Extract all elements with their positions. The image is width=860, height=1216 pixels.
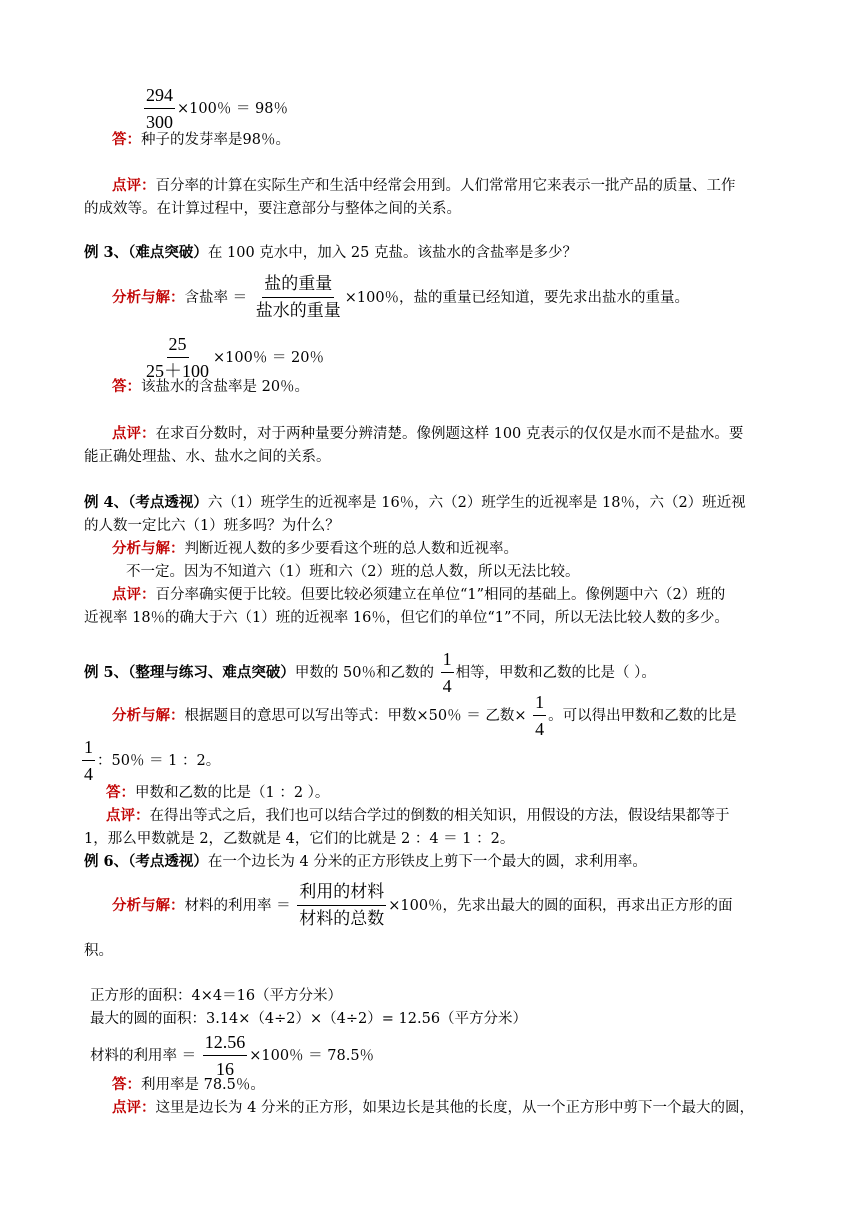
fraction-numerator: 盐的重量 (262, 272, 334, 298)
comment-label: 点评： (106, 807, 150, 824)
example-3-heading (84, 243, 577, 263)
fraction-denominator: 16 (215, 1059, 234, 1079)
example-4-label: 例 4、（考点透视） (84, 494, 208, 511)
example-4-question-cont: 的人数一定比六（1）班多吗？为什么？ (84, 518, 340, 534)
comment-text: 在得出等式之后，我们也可以结合学过的倒数的相关知识，用假设的方法，假设结果都等于 (149, 808, 730, 824)
answer-line (112, 130, 290, 150)
fraction-denominator: 300 (146, 112, 173, 132)
answer-text: 种子的发芽率是98％。 (141, 132, 290, 148)
example-6-analysis (112, 880, 733, 931)
fraction-12.56-16 (203, 1030, 248, 1081)
fraction-denominator: 4 (535, 719, 545, 739)
example-3-analysis (112, 272, 689, 323)
fraction-denominator: 4 (442, 676, 452, 696)
fraction-denominator: 25＋100 (146, 361, 209, 381)
fraction-one-quarter (82, 735, 95, 786)
utilization-calc (90, 1030, 374, 1081)
example-3-question: 在 100 克水中，加入 25 克盐。该盐水的含盐率是多少？ (207, 245, 577, 261)
fraction-denominator: 盐水的重量 (255, 301, 341, 321)
fraction-one-quarter (533, 690, 546, 741)
fraction-numerator: 1 (82, 735, 95, 761)
example-4-comment (112, 585, 725, 605)
fraction-numerator: 1 (441, 647, 454, 673)
circle-area-calc: 最大的圆的面积：3.14×（4÷2）×（4÷2）= 12.56（平方分米） (90, 1011, 528, 1027)
salt-rate-formula (254, 272, 343, 323)
example-3-comment (112, 424, 743, 444)
analysis-post: ×100％，先求出最大的圆的面积，再求出正方形的面 (388, 897, 733, 914)
fraction-numerator: 294 (144, 83, 175, 109)
answer-label: 答： (112, 131, 141, 148)
fraction-numerator: 12.56 (203, 1030, 248, 1056)
example-4-heading (84, 493, 746, 513)
example-3-label: 例 3、（难点突破） (84, 244, 208, 261)
comment-text-cont: 1，那么甲数就是 2，乙数就是 4，它们的比就是 2 ：4 ＝ 1 ：2。 (84, 831, 515, 847)
answer-label: 答： (112, 378, 141, 395)
answer-text: 甲数和乙数的比是（1 ：2 ）。 (135, 785, 330, 801)
example-4-answer: 不一定。因为不知道六（1）班和六（2）班的总人数，所以无法比较。 (126, 564, 580, 580)
example-5-question-pre: 甲数的 50％和乙数的 (294, 664, 434, 681)
comment-label: 点评： (112, 425, 156, 442)
answer-text: 该盐水的含盐率是 20％。 (141, 379, 310, 395)
comment-text: 百分率的计算在实际生产和生活中经常会用到。人们常常用它来表示一批产品的质量、工作 (155, 178, 736, 194)
fraction-numerator: 25 (167, 332, 189, 358)
fraction-294-300 (144, 83, 175, 134)
example-6-question: 在一个边长为 4 分米的正方形铁皮上剪下一个最大的圆，求利用率。 (207, 854, 647, 870)
comment-text: 这里是边长为 4 分米的正方形，如果边长是其他的长度，从一个正方形中剪下一个最大的圆， (155, 1100, 754, 1116)
comment-text: 百分率确实便于比较。但要比较必须建立在单位“1”相同的基础上。像例题中六（2）班的 (155, 587, 726, 603)
fraction-denominator: 4 (84, 764, 93, 784)
comment-text-cont: 能正确处理盐、水、盐水之间的关系。 (84, 449, 331, 465)
analysis-label: 分析与解： (112, 540, 185, 557)
example-6-heading (84, 852, 647, 872)
example-5-comment (106, 806, 730, 826)
square-area-calc: 正方形的面积：4×4＝16（平方分米） (90, 988, 343, 1004)
analysis-pre: 含盐率 ＝ (184, 289, 248, 306)
calc-tail: ×100％ ＝ 20％ (213, 349, 324, 366)
calc-line-germination (142, 83, 288, 134)
example-5-ratio (80, 735, 220, 786)
answer-label: 答： (112, 1076, 141, 1093)
example-5-answer (106, 783, 329, 803)
calc-tail: ×100％ ＝ 98％ (177, 100, 288, 117)
analysis-label: 分析与解： (112, 706, 185, 724)
ratio-tail: ：50％ ＝ 1 ：2。 (97, 752, 221, 769)
example-4-analysis (112, 539, 518, 559)
analysis-pre: 材料的利用率 ＝ (184, 897, 291, 914)
comment-label: 点评： (112, 586, 156, 603)
example-5-label: 例 5、（整理与练习、难点突破） (84, 663, 295, 681)
utilization-formula (297, 880, 386, 931)
fraction-denominator: 材料的总数 (299, 909, 385, 929)
example-3-calc (142, 332, 324, 383)
comment-text-cont: 近视率 18％的确大于六（1）班的近视率 16％，但它们的单位“1”不同，所以无法比较人数的多少。 (84, 610, 729, 626)
analysis-pre: 根据题目的意思可以写出等式：甲数×50％ ＝ 乙数× (184, 707, 527, 724)
analysis-label: 分析与解： (112, 896, 185, 914)
answer-text: 利用率是 78.5％。 (141, 1077, 265, 1093)
answer-label: 答： (106, 784, 135, 801)
analysis-cont: 积。 (84, 943, 113, 959)
analysis-text: 判断近视人数的多少要看这个班的总人数和近视率。 (184, 541, 518, 557)
fraction-numerator: 1 (533, 690, 546, 716)
example-3-answer (112, 377, 309, 397)
comment-label: 点评： (112, 177, 156, 194)
example-5-question-post: 相等，甲数和乙数的比是（ ）。 (455, 664, 656, 681)
example-6-comment (112, 1098, 754, 1118)
example-5-analysis (112, 690, 737, 741)
analysis-label: 分析与解： (112, 288, 185, 306)
calc-pre: 材料的利用率 ＝ (90, 1047, 197, 1064)
fraction-25-125 (144, 332, 211, 383)
comment-line (112, 176, 736, 196)
example-6-answer (112, 1075, 265, 1095)
comment-text-cont: 的成效等。在计算过程中，要注意部分与整体之间的关系。 (84, 201, 461, 217)
calc-tail: ×100％ ＝ 78.5％ (249, 1047, 375, 1064)
example-4-question: 六（1）班学生的近视率是 16％，六（2）班学生的近视率是 18％，六（2）班近视 (207, 495, 746, 511)
analysis-post: ×100％，盐的重量已经知道，要先求出盐水的重量。 (344, 289, 690, 306)
comment-label: 点评： (112, 1099, 156, 1116)
fraction-numerator: 利用的材料 (297, 880, 386, 906)
analysis-post: 。可以得出甲数和乙数的比是 (548, 707, 737, 724)
comment-text: 在求百分数时，对于两种量要分辨清楚。像例题这样 100 克表示的仅仅是水而不是盐水。要 (155, 426, 744, 442)
example-6-label: 例 6、（考点透视） (84, 853, 208, 870)
